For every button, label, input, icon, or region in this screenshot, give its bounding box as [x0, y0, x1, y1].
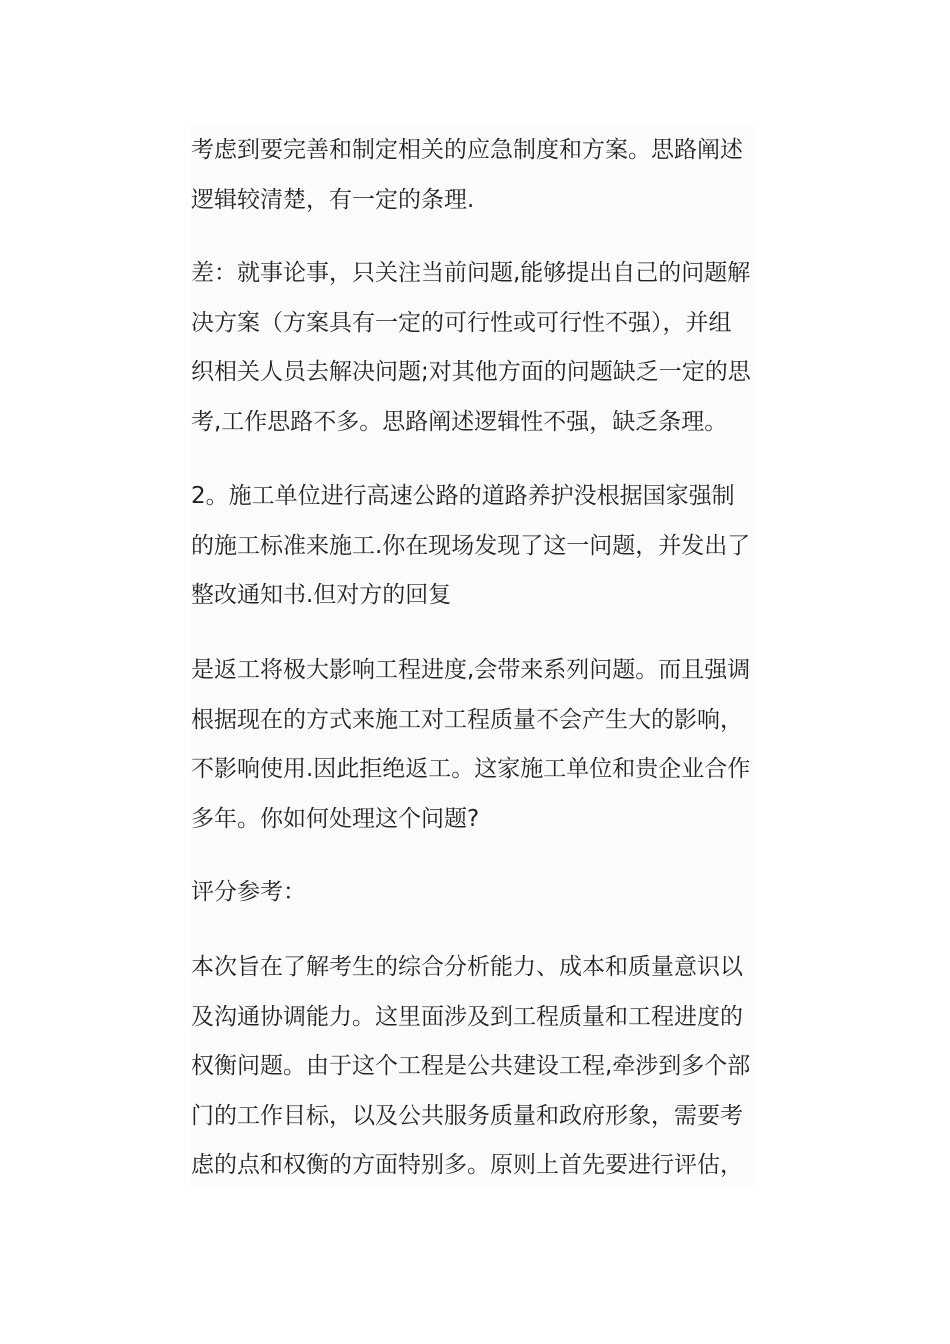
text-line: 评分参考：: [191, 879, 306, 905]
text-line: 不影响使用.因此拒绝返工。这家施工单位和贵企业合作: [191, 756, 751, 782]
text-line: 虑的点和权衡的方面特别多。原则上首先要进行评估，: [191, 1152, 743, 1178]
document-body: [191, 126, 757, 1186]
text-line: 整改通知书.但对方的回复: [191, 582, 452, 608]
text-line: 根据现在的方式来施工对工程质量不会产生大的影响，: [191, 706, 743, 733]
text-line: 织相关人员去解决问题;对其他方面的问题缺乏一定的思: [191, 359, 751, 385]
paragraph-scoring-heading: [191, 868, 757, 918]
text-line: 多年。你如何处理这个问题?: [191, 805, 480, 832]
text-line: 考虑到要完善和制定相关的应急制度和方案。思路阐述: [191, 137, 743, 163]
text-line: 考,工作思路不多。思路阐述逻辑性不强，缺乏条理。: [191, 408, 728, 435]
text-line: 及沟通协调能力。这里面涉及到工程质量和工程进度的: [191, 1003, 743, 1030]
paragraph-question-2: [191, 472, 757, 621]
text-line: 决方案（方案具有一定的可行性或可行性不强），并组: [191, 309, 732, 336]
paragraph-poor-rating: [191, 249, 757, 447]
text-line: 逻辑较清楚，有一定的条理.: [191, 186, 475, 213]
text-line: 本次旨在了解考生的综合分析能力、成本和质量意识以: [191, 954, 743, 980]
paragraph-criteria-continued: [191, 126, 757, 225]
paragraph-question-2-continued: [191, 646, 757, 844]
text-line: 门的工作目标，以及公共服务质量和政府形象，需要考: [191, 1102, 743, 1129]
text-line: 权衡问题。由于这个工程是公共建设工程,牵涉到多个部: [191, 1053, 751, 1079]
text-line: 的施工标准来施工.你在现场发现了这一问题，并发出了: [191, 532, 751, 559]
paragraph-scoring-body: [191, 943, 757, 1191]
text-line: 差：就事论事，只关注当前问题,能够提出自己的问题解: [191, 260, 751, 286]
text-line: 是返工将极大影响工程进度,会带来系列问题。而且强调: [191, 657, 751, 683]
text-line: 2。施工单位进行高速公路的道路养护没根据国家强制: [191, 483, 735, 509]
